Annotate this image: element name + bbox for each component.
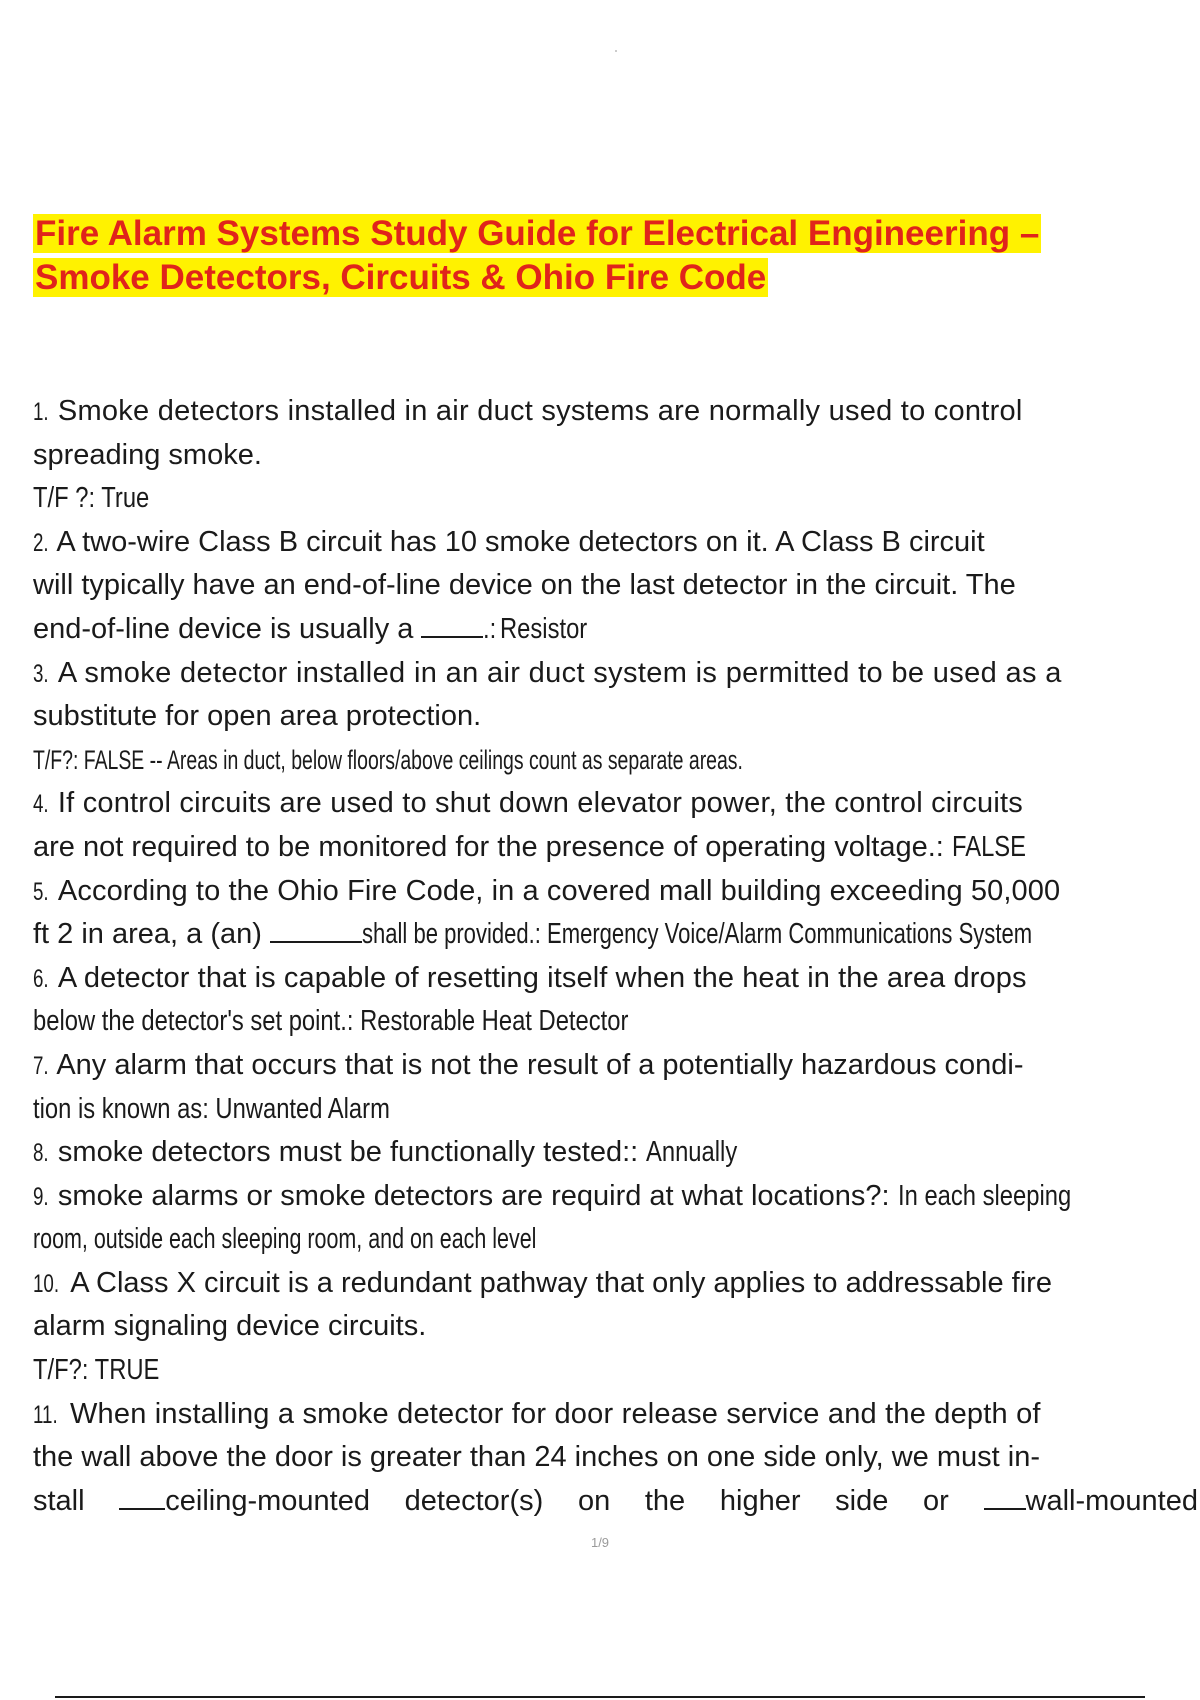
q1-number: 1. [33,398,49,426]
q11-word-or: or [923,1484,949,1517]
q8-number: 8. [33,1139,49,1168]
q6-answer: below the detector's set point.: Restorable Heat Detector [33,1005,629,1038]
q4-text-1: If control circuits are used to shut down elevator power, the control circuits [57,787,1023,820]
q1-text-1: Smoke detectors installed in air duct systems are normally used to control [57,395,1023,427]
q3-text-1: A smoke detector installed in an air duct system is permitted to be used as a [57,656,1062,689]
q9-line-2 [33,1218,1198,1262]
q5-text-1: According to the Ohio Fire Code, in a covered mall building exceeding 50,000 [57,874,1061,907]
q2-text-1: A two-wire Class B circuit has 10 smoke detectors on it. A Class B circuit [56,525,985,558]
q2-answer: Resistor [499,612,587,645]
q6-text-1: A detector that is capable of resetting itself when the heat in the area drops [57,961,1027,994]
q5-blank [270,915,362,943]
q11-word-higher: higher [719,1484,801,1517]
q5-number: 5. [33,877,49,906]
question-list [33,390,1198,1523]
q10-number: 10. [33,1269,60,1298]
q6-line-2 [33,1000,1198,1044]
q5-text-2: ft 2 in area, a (an) [33,918,270,951]
q10-text-1: A Class X circuit is a redundant pathway that only applies to addressable fire [70,1266,1052,1299]
q5-line-2 [33,913,1198,957]
q3-line-1 [33,652,1198,696]
bottom-rule [55,1696,1145,1698]
q7-number: 7. [33,1051,49,1080]
q2-line-2 [33,564,1198,608]
q11-blank-2 [984,1482,1026,1510]
q7-answer: tion is known as: Unwanted Alarm [33,1092,390,1125]
q8-answer: Annually [646,1136,738,1169]
document-title [33,212,1183,300]
q7-line-2 [33,1088,1198,1132]
q10-line-1 [33,1262,1198,1306]
q11-blank-1 [119,1482,165,1510]
q4-number: 4. [33,790,49,819]
q11-wall-group [984,1480,1198,1524]
q9-number: 9. [33,1182,49,1211]
q9-answer-2: room, outside each sleeping room, and on each level [33,1223,537,1256]
q11-word-on: on [577,1484,611,1517]
q4-line-1 [33,782,1198,826]
q4-answer: FALSE [951,830,1026,863]
title-line-2: Smoke Detectors, Circuits & Ohio Fire Code [35,258,767,297]
q11-word-ceiling: ceiling-mounted [165,1484,370,1517]
q10-text-2: alarm signaling device circuits. [33,1310,427,1343]
q5-line-1 [33,870,1198,914]
q2-blank [421,610,483,638]
q11-word-the: the [644,1484,686,1517]
q7-text-1: Any alarm that occurs that is not the result of a potentially hazardous condi- [56,1048,1024,1081]
q1-line-1 [33,390,1198,434]
q8-text-1: smoke detectors must be functionally tested:: [57,1136,647,1169]
q3-line-2 [33,695,1198,739]
q8-line-1 [33,1131,1198,1175]
q4-text-2: are not required to be monitored for the presence of operating voltage.: [33,830,952,863]
q11-line-3 [33,1480,1198,1524]
q11-ceiling-group [119,1480,370,1524]
q2-answer-prefix: .: [483,612,497,645]
q5-answer: shall be provided.: Emergency Voice/Alarm Communications System [361,918,1033,951]
q11-text-1: When installing a smoke detector for door release service and the depth of [69,1397,1041,1430]
page-number: 1/9 [590,1535,610,1550]
q11-line-1 [33,1393,1198,1437]
title-line-1: Fire Alarm Systems Study Guide for Electrical Engineering – [35,214,1040,253]
q2-line-1 [33,521,1198,565]
q11-word-detectors: detector(s) [404,1484,544,1517]
q6-line-1 [33,957,1198,1001]
q10-answer: T/F?: TRUE [33,1354,160,1387]
q3-number: 3. [33,659,49,688]
q11-number: 11. [33,1400,58,1429]
q6-number: 6. [33,964,49,993]
q3-line-3 [33,739,1198,783]
q11-line-2 [33,1436,1198,1480]
q11-text-2: the wall above the door is greater than 24 inches on one side only, we must in- [33,1441,1040,1474]
q1-line-2 [33,434,1198,478]
q3-answer: T/F?: FALSE -- Areas in duct, below floors/above ceilings count as separate areas. [33,744,743,775]
q2-text-3: end-of-line device is usually a [33,612,422,645]
q10-line-3 [33,1349,1198,1393]
q3-text-2: substitute for open area protection. [33,700,482,733]
q9-answer-1: In each sleeping [897,1179,1071,1212]
q7-line-1 [33,1044,1198,1088]
q2-line-3 [33,608,1198,652]
q11-word-stall: stall [33,1484,85,1517]
q1-text-2: spreading smoke. [33,438,262,471]
q10-line-2 [33,1305,1198,1349]
q1-answer: T/F ?: True [33,482,150,515]
q1-line-3 [33,477,1198,521]
q2-number: 2. [33,528,49,557]
q9-text-1: smoke alarms or smoke detectors are requird at what locations?: [57,1179,898,1212]
q4-line-2 [33,826,1198,870]
q11-word-wall: wall-mounted [1025,1484,1198,1517]
q11-word-side: side [835,1484,889,1517]
q2-text-2: will typically have an end-of-line device on the last detector in the circuit. The [33,569,1016,602]
scan-dot [615,50,617,52]
q9-line-1 [33,1175,1198,1219]
